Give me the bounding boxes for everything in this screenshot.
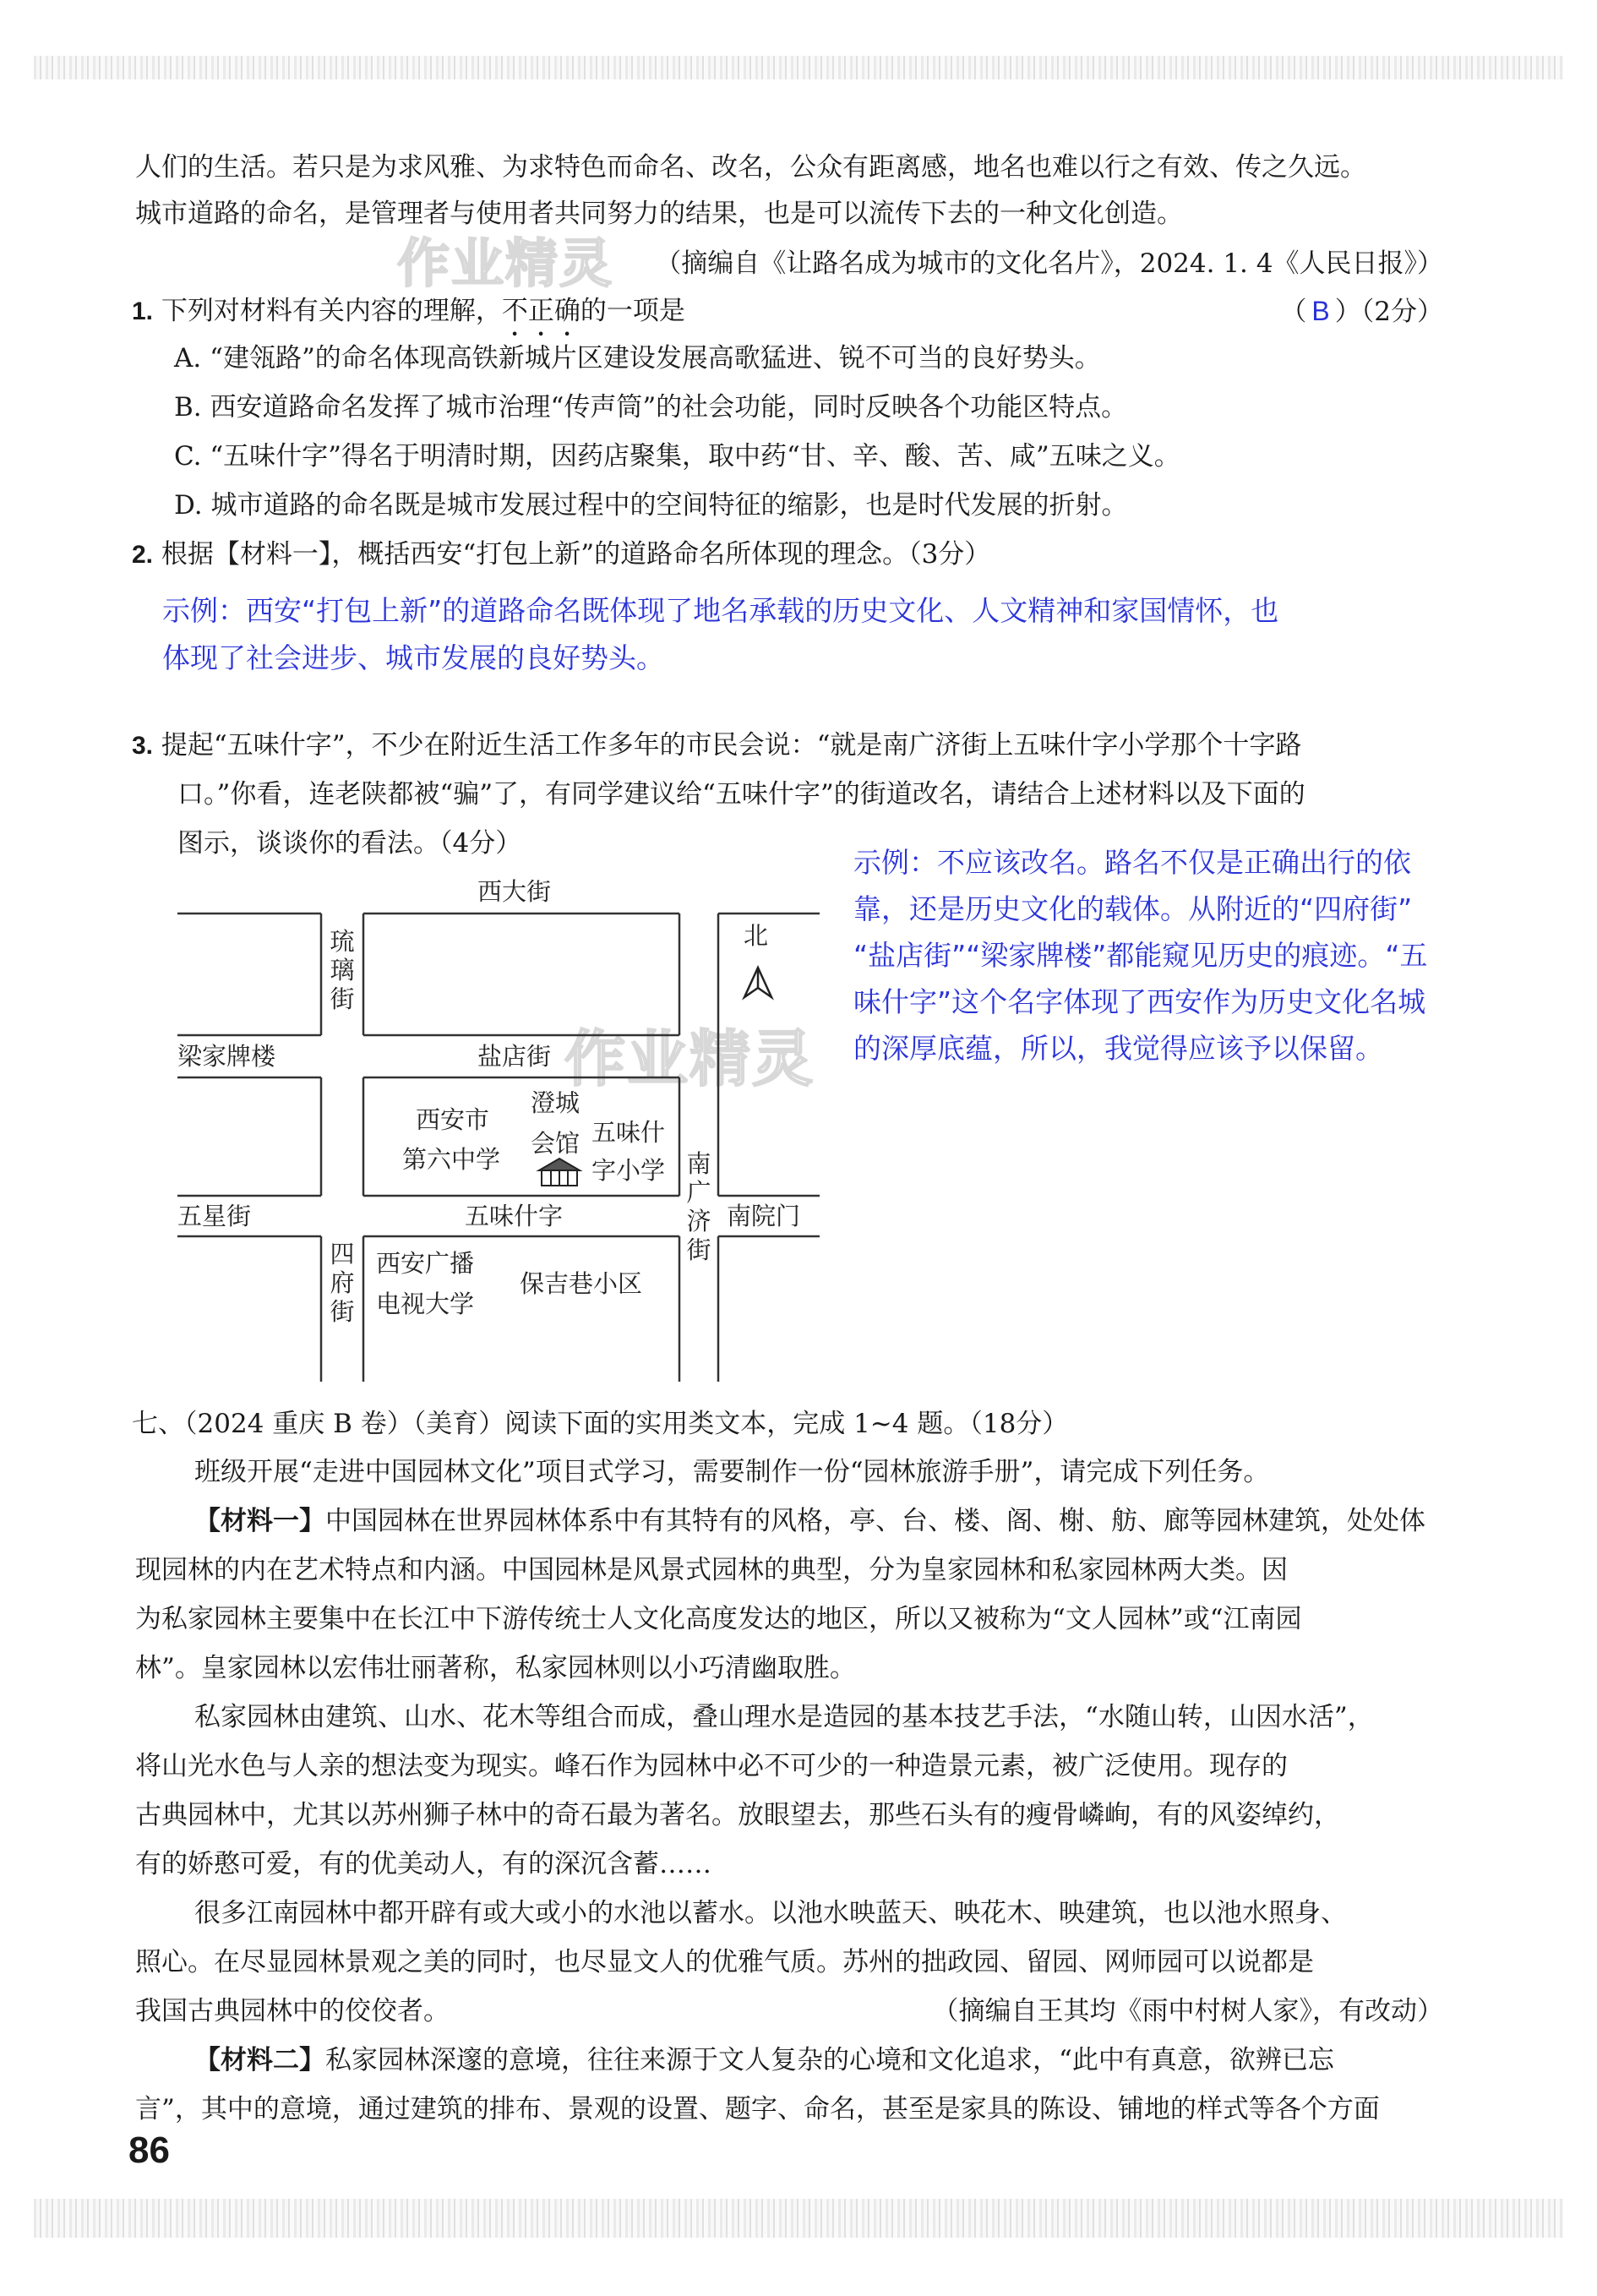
q1-answer: B (1311, 296, 1330, 326)
material1-line-2: 现园林的内在艺术特点和内涵。中国园林是风景式园林的典型，分为皇家园林和私家园林两大类。因 (135, 1555, 1288, 1585)
q2-answer-line-2: 体现了社会进步、城市发展的良好势头。 (162, 641, 664, 674)
q1-number: 1. (132, 297, 154, 325)
q3-answer-line-4: 味什字”这个名字体现了西安作为历史文化名城 (853, 985, 1426, 1018)
q3-number: 3. (132, 732, 154, 760)
page-number: 86 (128, 2130, 170, 2171)
watermark: 作业精灵 (564, 1023, 815, 1094)
q2-number: 2. (132, 541, 154, 569)
paragraph2-line-3: 古典园林中，尤其以苏州狮子林中的奇石最为著名。放眼望去，那些石头有的瘦骨嶙峋，有的风姿绰约， (135, 1800, 1340, 1830)
q3-answer-line-1: 示例：不应该改名。路名不仅是正确出行的依 (853, 846, 1411, 879)
label-school-no6-a: 西安市 (416, 1105, 490, 1134)
label-nanguangji: 南广济街 (686, 1149, 711, 1264)
material1-line-1 (194, 1504, 1425, 1538)
q3-stem-line-2: 口。”你看，连老陕都被“骗”了，有同学建议给“五味什字”的街道改名，请结合上述材料以及下面的 (177, 779, 1305, 810)
scan-edge-top (34, 56, 1563, 79)
paragraph3-source: （摘编自王其均《雨中村树人家》，有改动） (932, 1996, 1443, 2026)
section7-header: 七、（2024 重庆 B 卷）（美育）阅读下面的实用类文本，完成 1~4 题。（18分） (132, 1409, 1069, 1439)
label-liangjiapailou: 梁家牌楼 (177, 1042, 276, 1071)
q1-option-a: A. “建瓴路”的命名体现高铁新城片区建设发展高歌猛进、锐不可当的良好势头。 (174, 343, 1101, 374)
label-chengcheng-a: 澄城 (531, 1088, 580, 1117)
q1-option-c: C. “五味什字”得名于明清时期，因药店聚集，取中药“甘、辛、酸、苦、咸”五味之义。 (174, 441, 1180, 472)
section7-task: 班级开展“走进中国园林文化”项目式学习，需要制作一份“园林旅游手册”，请完成下列任务。 (194, 1457, 1270, 1487)
q2-stem-text: 根据【材料一】，概括西安“打包上新”的道路命名所体现的理念。（3分） (161, 539, 991, 570)
q3-answer-line-2: 靠，还是历史文化的载体。从附近的“四府街” (853, 892, 1413, 925)
q1-stem (132, 294, 685, 342)
q1-stem-a: 下列对材料有关内容的理解， (161, 296, 502, 326)
label-wuxingjie: 五星街 (177, 1202, 252, 1230)
q3-stem-line-1 (132, 728, 1301, 763)
q3-stem-line-3: 图示，谈谈你的看法。（4分） (177, 828, 522, 859)
label-north: 北 (744, 921, 769, 950)
q1-option-b: B. 西安道路命名发挥了城市治理“传声筒”的社会功能，同时反映各个功能区特点。 (174, 392, 1128, 423)
label-yandianjie: 盐店街 (477, 1042, 552, 1071)
paragraph3-line-2: 照心。在尽显园林景观之美的同时，也尽显文人的优雅气质。苏州的拙政园、留园、网师园可以说都是 (135, 1947, 1314, 1977)
q3-answer-line-5: 的深厚底蕴，所以，我觉得应该予以保留。 (853, 1032, 1383, 1065)
material1-line-4: 林”。皇家园林以宏伟壮丽著称，私家园林则以小巧清幽取胜。 (135, 1653, 856, 1683)
paragraph3-line-3: 我国古典园林中的佼佼者。 (135, 1996, 450, 2026)
paragraph2-line-2: 将山光水色与人亲的想法变为现实。峰石作为园林中必不可少的一种造景元素，被广泛使用。现存的 (135, 1751, 1288, 1781)
material1-tag: 【材料一】 (194, 1506, 325, 1536)
label-wuweishizi: 五味什字 (465, 1202, 564, 1230)
label-guangbo-b: 电视大学 (376, 1290, 475, 1318)
label-wuwei-school-a: 五味什 (591, 1118, 666, 1147)
q1-stem-b: 的一项是 (580, 296, 685, 326)
material2-line-1 (194, 2043, 1334, 2077)
scan-edge-bottom (34, 2199, 1563, 2238)
label-xidajie: 西大街 (477, 877, 552, 906)
intro-source: （摘编自《让路名成为城市的文化名片》，2024. 1. 4《人民日报》） (655, 248, 1443, 279)
paragraph3-line-1: 很多江南园林中都开辟有或大或小的水池以蓄水。以池水映蓝天、映花木、映建筑，也以池水照身、 (194, 1898, 1347, 1928)
street-map-lines (169, 875, 828, 1390)
intro-line-2: 城市道路的命名，是管理者与使用者共同努力的结果，也是可以流传下去的一种文化创造。 (135, 199, 1183, 229)
intro-line-1: 人们的生活。若只是为求风雅、为求特色而命名、改名，公众有距离感，地名也难以行之有效、传之久远。 (135, 152, 1366, 183)
q3-answer-line-3: “盐店街”“梁家牌楼”都能窥见历史的痕迹。“五 (853, 939, 1428, 972)
paragraph2-line-1: 私家园林由建筑、山水、花木等组合而成，叠山理水是造园的基本技艺手法，“水随山转，山因水活”， (194, 1702, 1374, 1732)
q1-option-d: D. 城市道路的命名既是城市发展过程中的空间特征的缩影，也是时代发展的折射。 (174, 490, 1128, 521)
q2-answer-line-1: 示例：西安“打包上新”的道路命名既体现了地名承载的历史文化、人文精神和家国情怀，也 (162, 594, 1279, 627)
label-baojixiang: 保吉巷小区 (520, 1269, 643, 1298)
material1-line-3: 为私家园林主要集中在长江中下游传统士人文化高度发达的地区，所以又被称为“文人园林”或“江南园 (135, 1604, 1302, 1634)
label-nanyuanmen: 南院门 (727, 1202, 801, 1230)
paragraph2-line-4: 有的娇憨可爱，有的优美动人，有的深沉含蓄…… (135, 1849, 711, 1879)
label-wuwei-school-b: 字小学 (591, 1156, 666, 1185)
label-guangbo-a: 西安广播 (376, 1249, 475, 1278)
street-map (169, 875, 828, 1390)
label-chengcheng-b: 会馆 (531, 1129, 580, 1158)
q3-stem-text: 提起“五味什字”，不少在附近生活工作多年的市民会说：“就是南广济街上五味什字小学那个十字路 (161, 730, 1302, 761)
q1-answer-bracket (1280, 294, 1443, 329)
material2-tag: 【材料二】 (194, 2045, 325, 2075)
material2-line-2: 言”，其中的意境，通过建筑的排布、景观的设置、题字、命名，甚至是家具的陈设、铺地的样式等各个方面 (135, 2094, 1380, 2124)
q2-stem (132, 537, 990, 572)
q1-answer-open: （ (1280, 297, 1307, 327)
building-icon (539, 1159, 580, 1186)
label-school-no6-b: 第六中学 (402, 1145, 501, 1174)
label-sifujie: 四府街 (330, 1240, 355, 1326)
q1-answer-close: ）（2分） (1334, 297, 1443, 327)
material2-text: 私家园林深邃的意境，往往来源于文人复杂的心境和文化追求，“此中有真意，欲辨已忘 (325, 2045, 1334, 2075)
q1-stem-emphasis: 不正确 (501, 296, 580, 326)
material1-text: 中国园林在世界园林体系中有其特有的风格，亭、台、楼、阁、榭、舫、廊等园林建筑，处处体 (325, 1506, 1425, 1536)
north-arrow-icon (744, 968, 771, 997)
label-liulijie: 琉璃街 (330, 927, 355, 1013)
watermark: 作业精灵 (397, 232, 614, 294)
